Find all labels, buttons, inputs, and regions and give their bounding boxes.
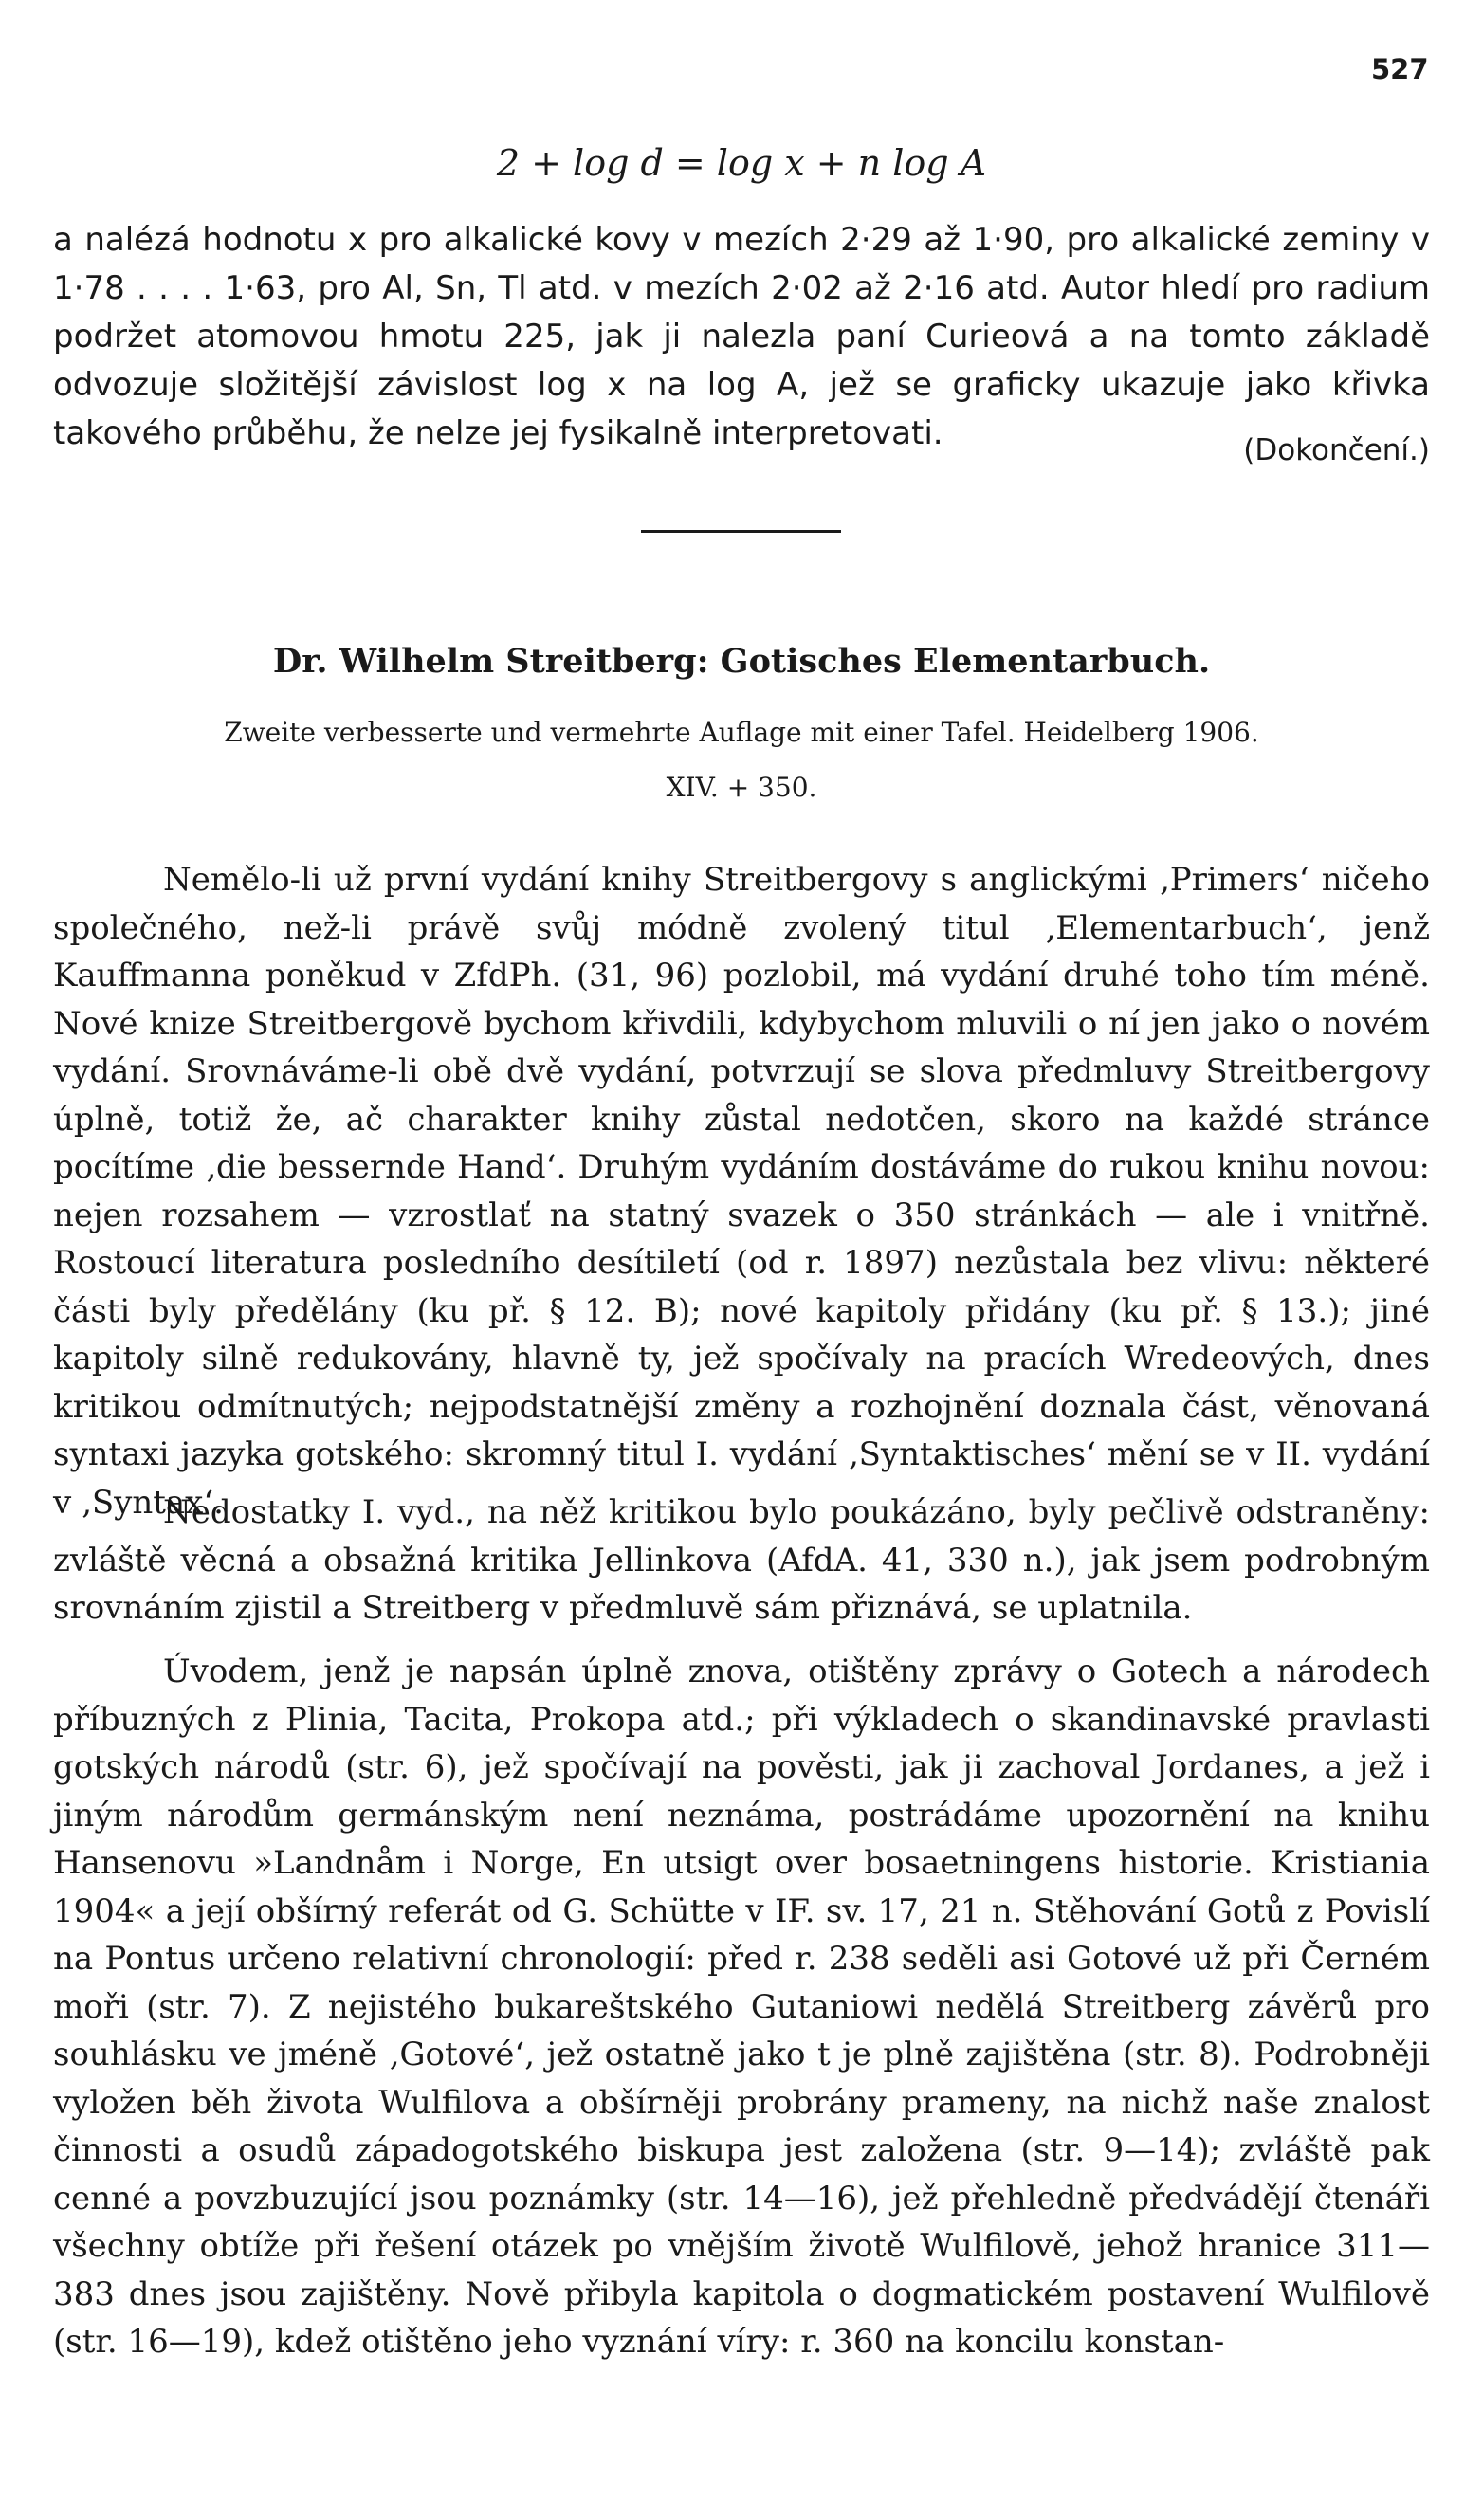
formula: 2 + log d = log x + n log A: [496, 142, 987, 184]
end-note: (Dokončení.): [1243, 433, 1430, 467]
review-subtitle: Zweite verbesserte und vermehrte Auflage mit einer Tafel. Heidelberg 1906.: [224, 717, 1259, 748]
paragraph-text: Nedostatky I. vyd., na něž kritikou bylo poukázáno, byly pečlivě odstraněny: zvláště věcná a obsažná kritika Jellinkova (AfdA. 41, 330 n.), jak jsem podrobným srovnáním zjistil a Streitberg v předmluvě sám přiznává, se uplatnila.: [53, 1493, 1430, 1627]
paragraph-text: Úvodem, jenž je napsán úplně znova, otištěny zprávy o Gotech a národech příbuzných z Plinia, Tacita, Prokopa atd.; při výkladech o skandinavské pravlasti gotských národů (str. 6), jež spočívají na pověsti, jak ji zachoval Jordanes, a jež i jiným národům germánským není neznáma, postrádáme upozornění na knihu Hansenovu »Landnåm i Norge, En utsigt over bosaetningens historie. Kristiania 1904« a její obšírný referát od G. Schütte v IF. sv. 17, 21 n. Stěhování Gotů z Povislí na Pontus určeno relativní chronologií: před r. 238 seděli asi Gotové už při Černém moři (str. 7). Z nejistého bukareštského Gutaniowi nedělá Streitberg závěrů pro souhlásku ve jméně ‚Gotové‘, jež ostatně jako t je plně zajištěna (str. 8). Podrobněji vyložen běh života Wulfilova a obšírněji probrány prameny, na nichž naše znalost činnosti a osudů západogotského biskupa jest založena (str. 9—14); zvláště pak cenné a povzbuzující jsou poznámky (str. 14—16), jež přehledně předvádějí čtenáři všechny obtíže při řešení otázek po vnějším životě Wulfilově, jehož hranice 311—383 dnes jsou zajištěny. Nově přibyla kapitola o dogmatickém postavení Wulfilově (str. 16—19), kdež otištěno jeho vyznání víry: r. 360 na koncilu konstan-: [53, 1653, 1430, 2361]
review-title: Dr. Wilhelm Streitberg: Gotisches Elementarbuch.: [272, 642, 1211, 681]
body-paragraph-1: [53, 856, 1430, 1526]
section-divider: [641, 530, 841, 533]
paragraph-text: Nemělo-li už první vydání knihy Streitbergovy s anglickými ‚Primers‘ ničeho společného, než-li právě svůj módně zvolený titul ‚Elementarbuch‘, jenž Kauffmanna poněkud v ZfdPh. (31, 96) pozlobil, má vydání druhé toho tím méně. Nové knize Streitbergově bychom křivdili, kdybychom mluvili o ní jen jako o novém vydání. Srovnáváme-li obě dvě vydání, potvrzují se slova předmluvy Streitbergovy úplně, totiž že, ač charakter knihy zůstal nedotčen, skoro na každé stránce pocítíme ‚die bessernde Hand‘. Druhým vydáním dostáváme do rukou knihu novou: nejen rozsahem — vzrostlať na statný svazek o 350 stránkách — ale i vnitřně. Rostoucí literatura posledního desítiletí (od r. 1897) nezůstala bez vlivu: některé části byly předělány (ku př. § 12. B); nové kapitoly přidány (ku př. § 13.); jiné kapitoly silně redukovány, hlavně ty, jež spočívaly na pracích Wredeových, dnes kritikou odmítnutých; nejpodstatnější změny a rozhojnění doznala část, věnovaná syntaxi jazyka gotského: skromný titul I. vydání ‚Syntaktisches‘ mění se v II. vydání v ‚Syntax‘.: [53, 861, 1430, 1522]
body-paragraph-3: [53, 1648, 1430, 2366]
body-paragraph-2: [53, 1488, 1430, 1633]
top-paragraph: a nalézá hodnotu x pro alkalické kovy v mezích 2·29 až 1·90, pro alkalické zeminy v 1·78 . . . . 1·63, pro Al, Sn, Tl atd. v mezích 2·02 až 2·16 atd. Autor hledí pro radium podržet atomovou hmotu 225, jak ji nalezla paní Curieová a na tomto základě odvozuje složitější závislost log x na log A, jež se graficky ukazuje jako křivka takového průběhu, že nelze jej fysikalně interpretovati.: [53, 221, 1430, 452]
page-number: 527: [1371, 53, 1429, 85]
review-pages: XIV. + 350.: [666, 772, 817, 803]
